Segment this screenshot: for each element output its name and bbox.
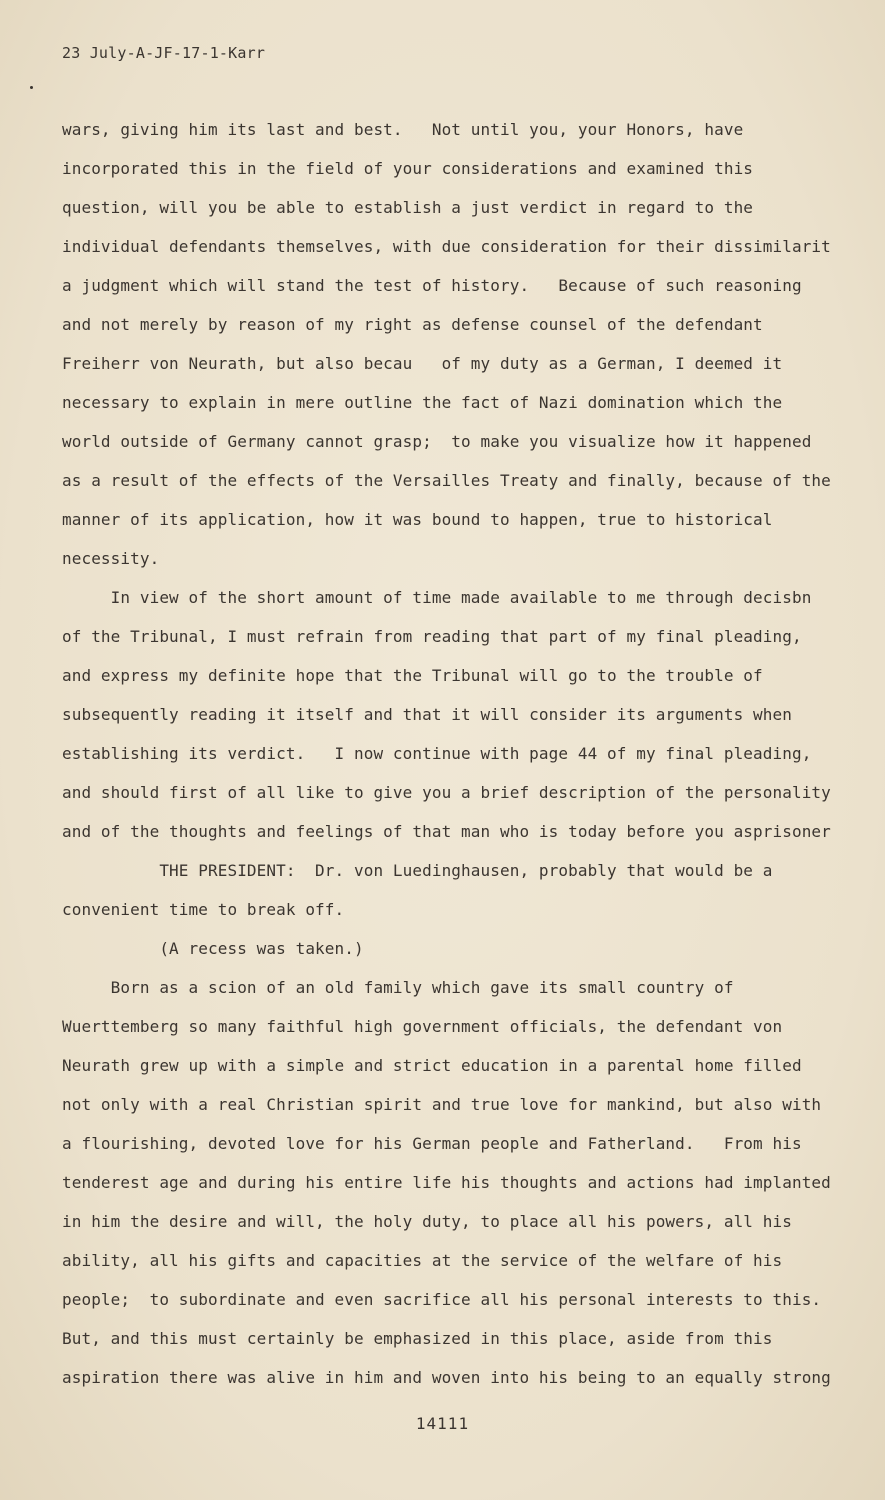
text-line: wars, giving him its last and best. Not until you, your Honors, have	[62, 120, 744, 139]
text-line: convenient time to break off.	[62, 900, 345, 919]
text-line: establishing its verdict. I now continue with page 44 of my final pleading,	[62, 744, 812, 763]
text-line: Born as a scion of an old family which gave its small country of	[62, 978, 734, 997]
text-line: incorporated this in the field of your considerations and examined this	[62, 159, 754, 178]
text-line: Neurath grew up with a simple and strict education in a parental home filled	[62, 1056, 802, 1075]
text-line: question, will you be able to establish a just verdict in regard to the	[62, 198, 754, 217]
text-line: necessary to explain in mere outline the fact of Nazi domination which the	[62, 393, 783, 412]
text-line: Wuerttemberg so many faithful high government officials, the defendant von	[62, 1017, 783, 1036]
margin-mark	[30, 86, 33, 89]
text-line: and of the thoughts and feelings of that man who is today before you asprisoner	[62, 822, 831, 841]
text-line: a flourishing, devoted love for his German people and Fatherland. From his	[62, 1134, 802, 1153]
text-line: But, and this must certainly be emphasized in this place, aside from this	[62, 1329, 773, 1348]
text-line: subsequently reading it itself and that it will consider its arguments when	[62, 705, 792, 724]
text-line: not only with a real Christian spirit and true love for mankind, but also with	[62, 1095, 822, 1114]
text-line: world outside of Germany cannot grasp; to make you visualize how it happened	[62, 432, 812, 451]
text-line: necessity.	[62, 549, 160, 568]
text-line: as a result of the effects of the Versailles Treaty and finally, because of the	[62, 471, 831, 490]
text-line: aspiration there was alive in him and woven into his being to an equally strong	[62, 1368, 831, 1387]
page-header: 23 July-A-JF-17-1-Karr	[62, 44, 266, 62]
text-line: tenderest age and during his entire life his thoughts and actions had implanted	[62, 1173, 831, 1192]
text-line: a judgment which will stand the test of history. Because of such reasoning	[62, 276, 802, 295]
text-line: In view of the short amount of time made available to me through decisbn	[62, 588, 812, 607]
text-line: and express my definite hope that the Tribunal will go to the trouble of	[62, 666, 763, 685]
page-number: 14111	[415, 1414, 470, 1433]
text-line: manner of its application, how it was bound to happen, true to historical	[62, 510, 773, 529]
text-line: Freiherr von Neurath, but also becau of my duty as a German, I deemed it	[62, 354, 783, 373]
text-line: THE PRESIDENT: Dr. von Luedinghausen, probably that would be a	[62, 861, 773, 880]
text-line: in him the desire and will, the holy duty, to place all his powers, all his	[62, 1212, 792, 1231]
text-line: (A recess was taken.)	[62, 939, 364, 958]
text-line: and not merely by reason of my right as defense counsel of the defendant	[62, 315, 763, 334]
text-line: and should first of all like to give you a brief description of the personality	[62, 783, 831, 802]
text-line: of the Tribunal, I must refrain from reading that part of my final pleading,	[62, 627, 802, 646]
text-line: ability, all his gifts and capacities at the service of the welfare of his	[62, 1251, 783, 1270]
text-line: people; to subordinate and even sacrifice all his personal interests to this.	[62, 1290, 822, 1309]
text-line: individual defendants themselves, with due consideration for their dissimilarit	[62, 237, 831, 256]
